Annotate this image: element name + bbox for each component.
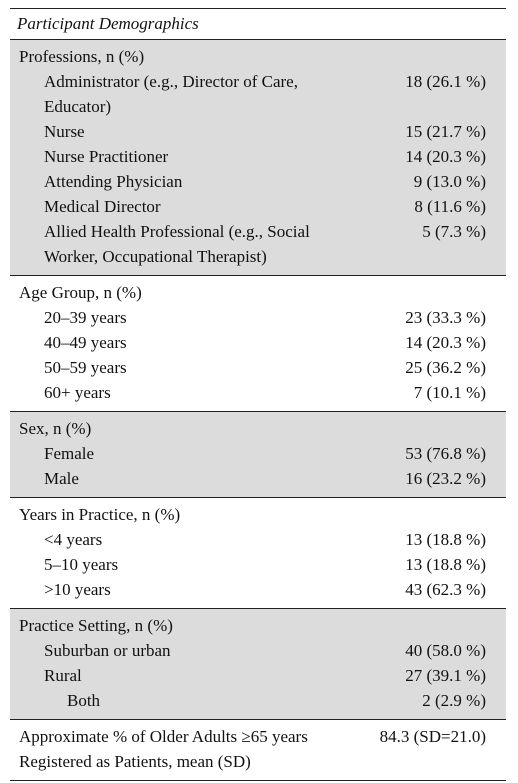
section-header-label: Years in Practice, n (%) xyxy=(19,505,181,524)
table-row xyxy=(10,688,506,713)
section-header xyxy=(10,44,506,69)
table-row xyxy=(10,466,506,491)
row-label: Both xyxy=(67,691,101,710)
row-value: 40 (58.0 %) xyxy=(405,641,486,660)
row-value: 53 (76.8 %) xyxy=(405,444,486,463)
section-age-group xyxy=(10,276,506,411)
table-row xyxy=(10,305,506,330)
row-label: 20–39 years xyxy=(44,308,127,327)
row-value: 27 (39.1 %) xyxy=(405,666,486,685)
row-value: 15 (21.7 %) xyxy=(405,122,486,141)
row-label: Attending Physician xyxy=(44,172,183,191)
table-row xyxy=(10,380,506,405)
section-years-in-practice xyxy=(10,498,506,608)
row-value: 8 (11.6 %) xyxy=(414,197,486,216)
row-value: 13 (18.8 %) xyxy=(405,530,486,549)
row-label: Nurse Practitioner xyxy=(44,147,169,166)
row-value: 7 (10.1 %) xyxy=(413,383,486,402)
section-header xyxy=(10,502,506,527)
row-label: Female xyxy=(44,444,95,463)
section-professions xyxy=(10,40,506,275)
section-header xyxy=(10,613,506,638)
section-header-label: Professions, n (%) xyxy=(19,47,145,66)
table-row xyxy=(10,441,506,466)
row-value: 23 (33.3 %) xyxy=(405,308,486,327)
row-label: Medical Director xyxy=(44,197,161,216)
section-header-label: Practice Setting, n (%) xyxy=(19,616,173,635)
row-value: 18 (26.1 %) xyxy=(405,72,486,91)
table-row xyxy=(10,194,506,219)
row-label: Approximate % of Older Adults ≥65 years Registered as Patients, mean (SD) xyxy=(19,727,308,771)
table-row xyxy=(10,330,506,355)
row-value: 5 (7.3 %) xyxy=(422,222,486,241)
demographics-table xyxy=(10,8,506,781)
section-header-label: Age Group, n (%) xyxy=(19,283,142,302)
table-row xyxy=(10,355,506,380)
row-label: 5–10 years xyxy=(44,555,119,574)
row-label: Nurse xyxy=(44,122,85,141)
table-row xyxy=(10,527,506,552)
section-sex xyxy=(10,412,506,497)
row-label: Male xyxy=(44,469,79,488)
row-label: <4 years xyxy=(44,530,103,549)
section-practice-setting xyxy=(10,609,506,719)
table-row xyxy=(10,663,506,688)
section-header-label: Sex, n (%) xyxy=(19,419,92,438)
row-label: Allied Health Professional (e.g., Social Worker, Occupational Therapist) xyxy=(44,222,310,266)
section-header xyxy=(10,280,506,305)
table-row xyxy=(10,552,506,577)
row-value: 2 (2.9 %) xyxy=(422,691,486,710)
table-row xyxy=(10,577,506,602)
table-bottom-rule xyxy=(10,780,506,781)
section-header xyxy=(10,416,506,441)
table-row xyxy=(10,724,506,774)
table-row xyxy=(10,638,506,663)
table-row xyxy=(10,119,506,144)
row-value: 16 (23.2 %) xyxy=(405,469,486,488)
row-value: 14 (20.3 %) xyxy=(405,147,486,166)
table-caption: Participant Demographics xyxy=(17,14,199,33)
table-row xyxy=(10,169,506,194)
section-older-adults xyxy=(10,720,506,780)
row-label: Rural xyxy=(44,666,82,685)
row-value: 14 (20.3 %) xyxy=(405,333,486,352)
row-value: 43 (62.3 %) xyxy=(405,580,486,599)
table-row xyxy=(10,144,506,169)
row-label: Administrator (e.g., Director of Care, Educator) xyxy=(44,72,298,116)
row-value: 84.3 (SD=21.0) xyxy=(379,727,486,746)
row-label: Suburban or urban xyxy=(44,641,171,660)
table-row xyxy=(10,69,506,119)
row-label: 50–59 years xyxy=(44,358,127,377)
row-value: 13 (18.8 %) xyxy=(405,555,486,574)
row-value: 25 (36.2 %) xyxy=(405,358,486,377)
table-row xyxy=(10,219,506,269)
row-label: 60+ years xyxy=(44,383,111,402)
row-value: 9 (13.0 %) xyxy=(413,172,486,191)
row-label: >10 years xyxy=(44,580,111,599)
row-label: 40–49 years xyxy=(44,333,127,352)
